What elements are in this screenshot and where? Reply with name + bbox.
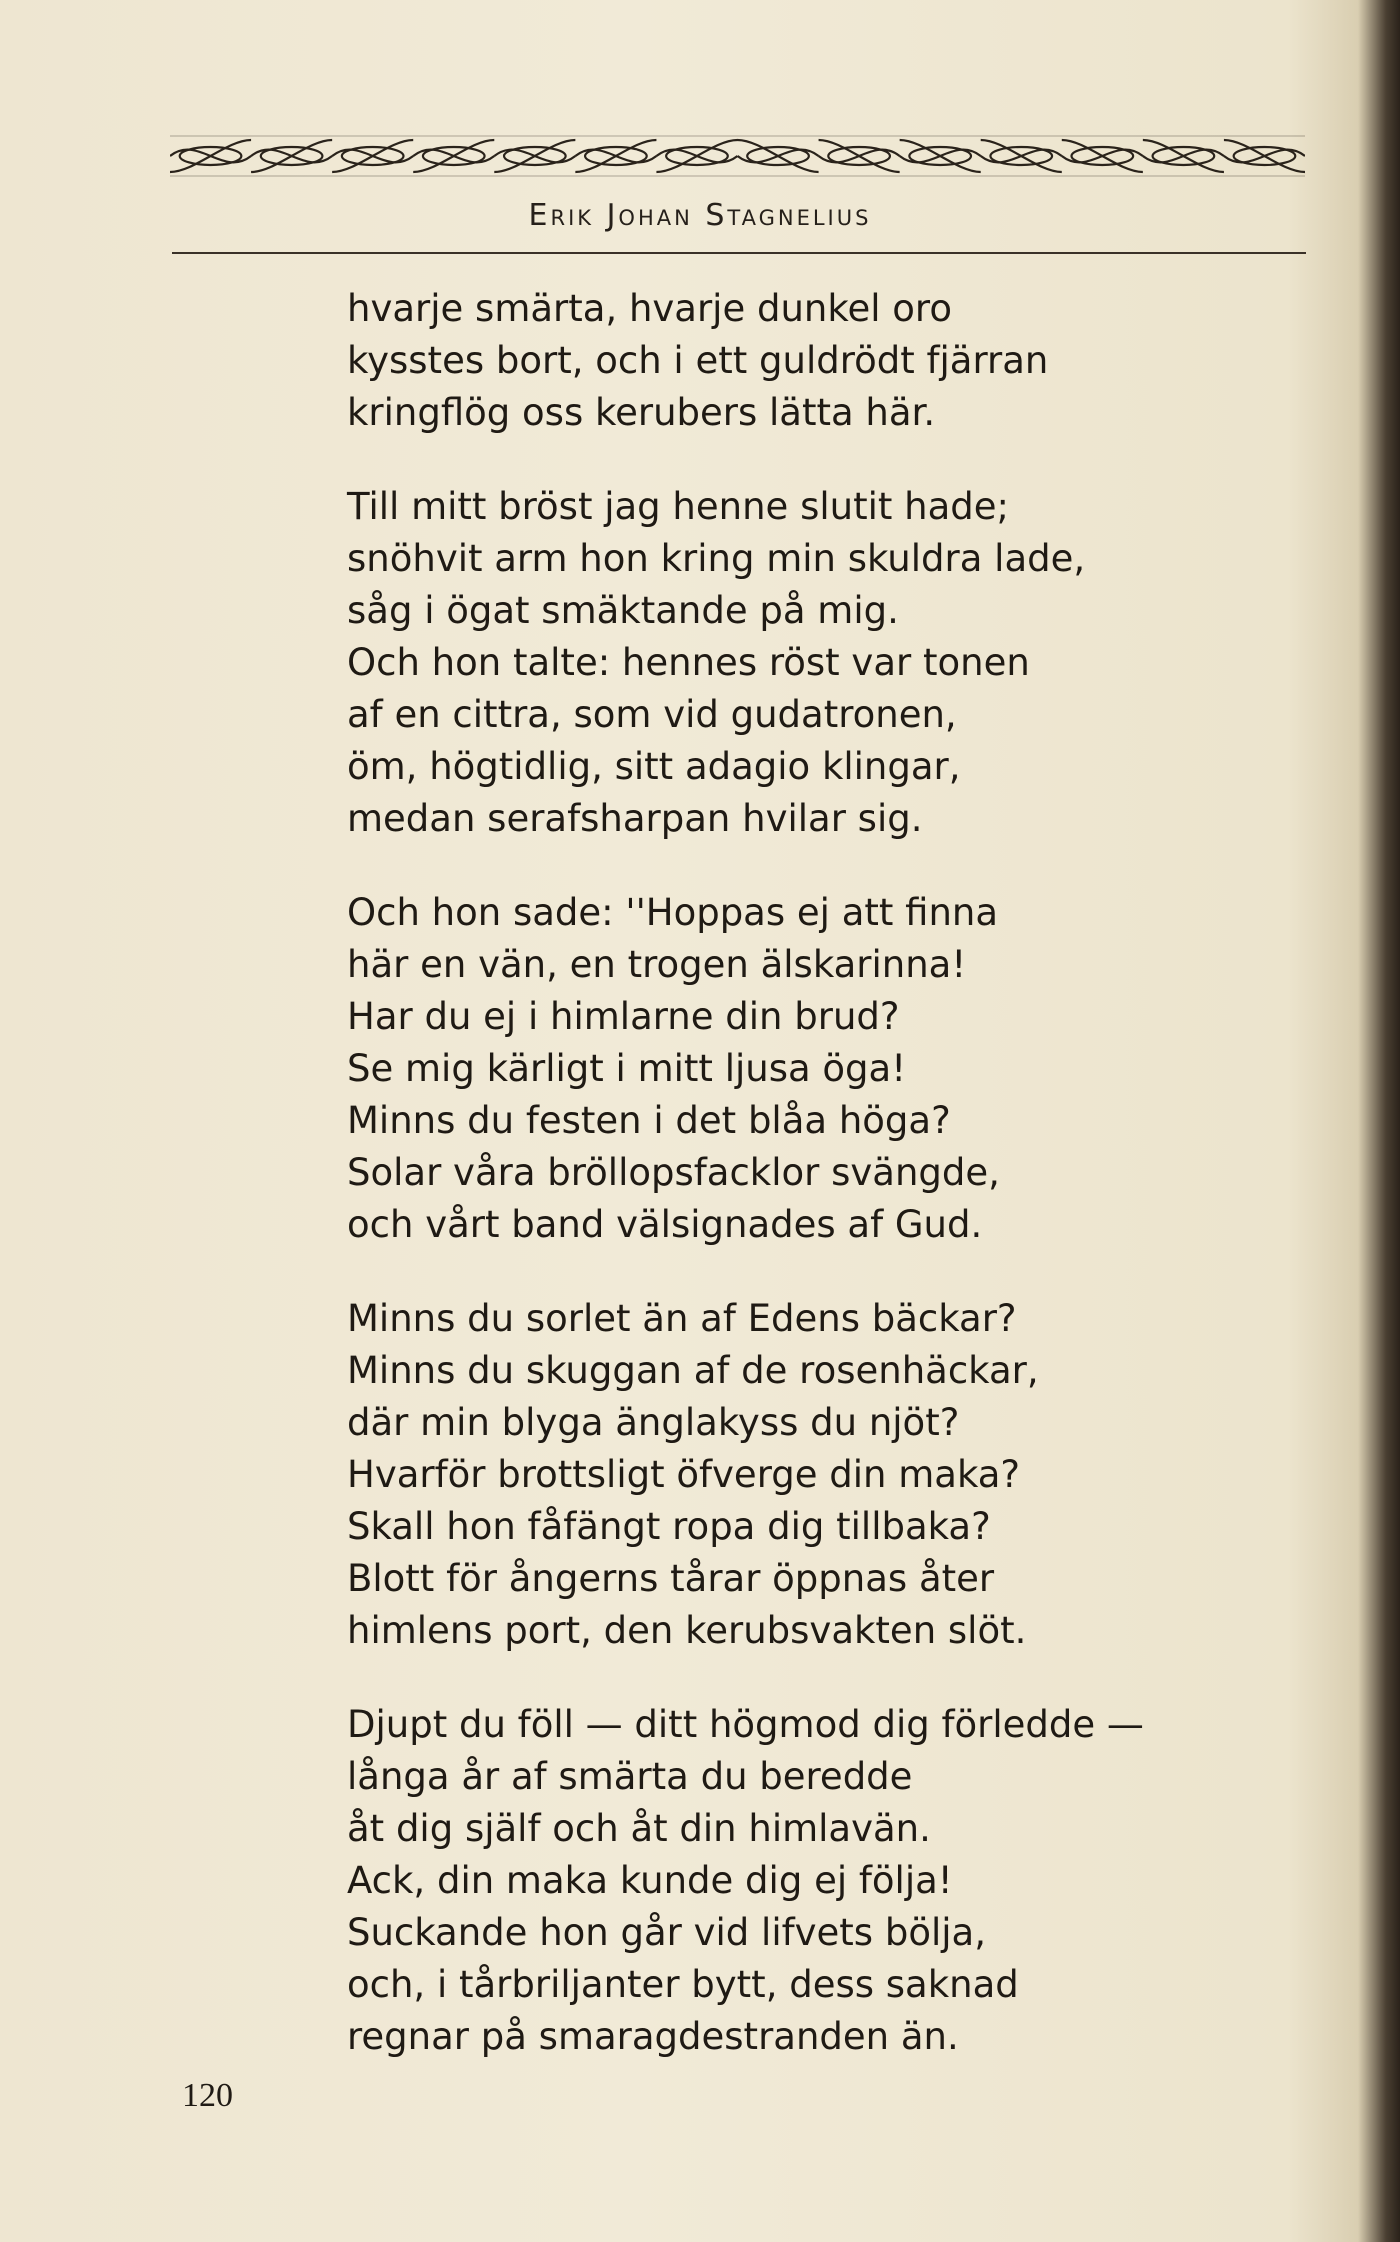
page-number: 120 [182,2077,233,2114]
poem-line: Ack, din maka kunde dig ej följa! [347,1859,953,1902]
poem-line: himlens port, den kerubsvakten slöt. [347,1609,1027,1652]
poem-line: långa år af smärta du beredde [347,1755,913,1798]
poem-text [347,283,1247,2105]
poem-line: Minns du sorlet än af Edens bäckar? [347,1297,1017,1340]
stanza [347,1293,1247,1657]
poem-line: hvarje smärta, hvarje dunkel oro [347,287,952,330]
poem-line: såg i ögat smäktande på mig. [347,589,899,632]
poem-line: af en cittra, som vid gudatronen, [347,693,957,736]
poem-line: öm, högtidlig, sitt adagio klingar, [347,745,961,788]
stanza [347,887,1247,1251]
poem-line: Och hon sade: ''Hoppas ej att finna [347,891,999,934]
stanza [347,1699,1247,2063]
poem-line: och, i tårbriljanter bytt, dess saknad [347,1963,1019,2006]
poem-line: Blott för ångerns tårar öppnas åter [347,1557,995,1600]
poem-line: medan serafsharpan hvilar sig. [347,797,923,840]
poem-line: och vårt band välsignades af Gud. [347,1203,983,1246]
poem-line: Hvarför brottsligt öfverge din maka? [347,1453,1021,1496]
poem-line: kysstes bort, och i ett guldrödt fjärran [347,339,1049,382]
header-rule [172,252,1306,254]
stanza [347,481,1247,845]
poem-line: åt dig själf och åt din himlavän. [347,1807,931,1850]
poem-line: Djupt du föll — ditt högmod dig förledde — [347,1703,1144,1746]
poem-line: Suckande hon går vid lifvets bölja, [347,1911,986,1954]
poem-line: här en vän, en trogen älskarinna! [347,943,967,986]
poem-line: Solar våra bröllopsfacklor svängde, [347,1151,1000,1194]
poem-line: snöhvit arm hon kring min skuldra lade, [347,537,1086,580]
poem-line: regnar på smaragdestranden än. [347,2015,959,2058]
poem-line: Till mitt bröst jag henne slutit hade; [347,485,1009,528]
poem-line: Minns du festen i det blåa höga? [347,1099,951,1142]
poem-line: Minns du skuggan af de rosenhäckar, [347,1349,1039,1392]
poem-line: kringflög oss kerubers lätta här. [347,391,936,434]
stanza [347,283,1247,439]
running-head-author: Erik Johan Stagnelius [528,198,872,233]
poem-line: Och hon talte: hennes röst var tonen [347,641,1030,684]
running-head [0,198,1400,233]
poem-line: Se mig kärligt i mitt ljusa öga! [347,1047,907,1090]
poem-line: Har du ej i himlarne din brud? [347,995,900,1038]
poem-line: Skall hon fåfängt ropa dig tillbaka? [347,1505,991,1548]
poem-line: där min blyga änglakyss du njöt? [347,1401,960,1444]
decorative-braid-ornament [170,128,1305,184]
